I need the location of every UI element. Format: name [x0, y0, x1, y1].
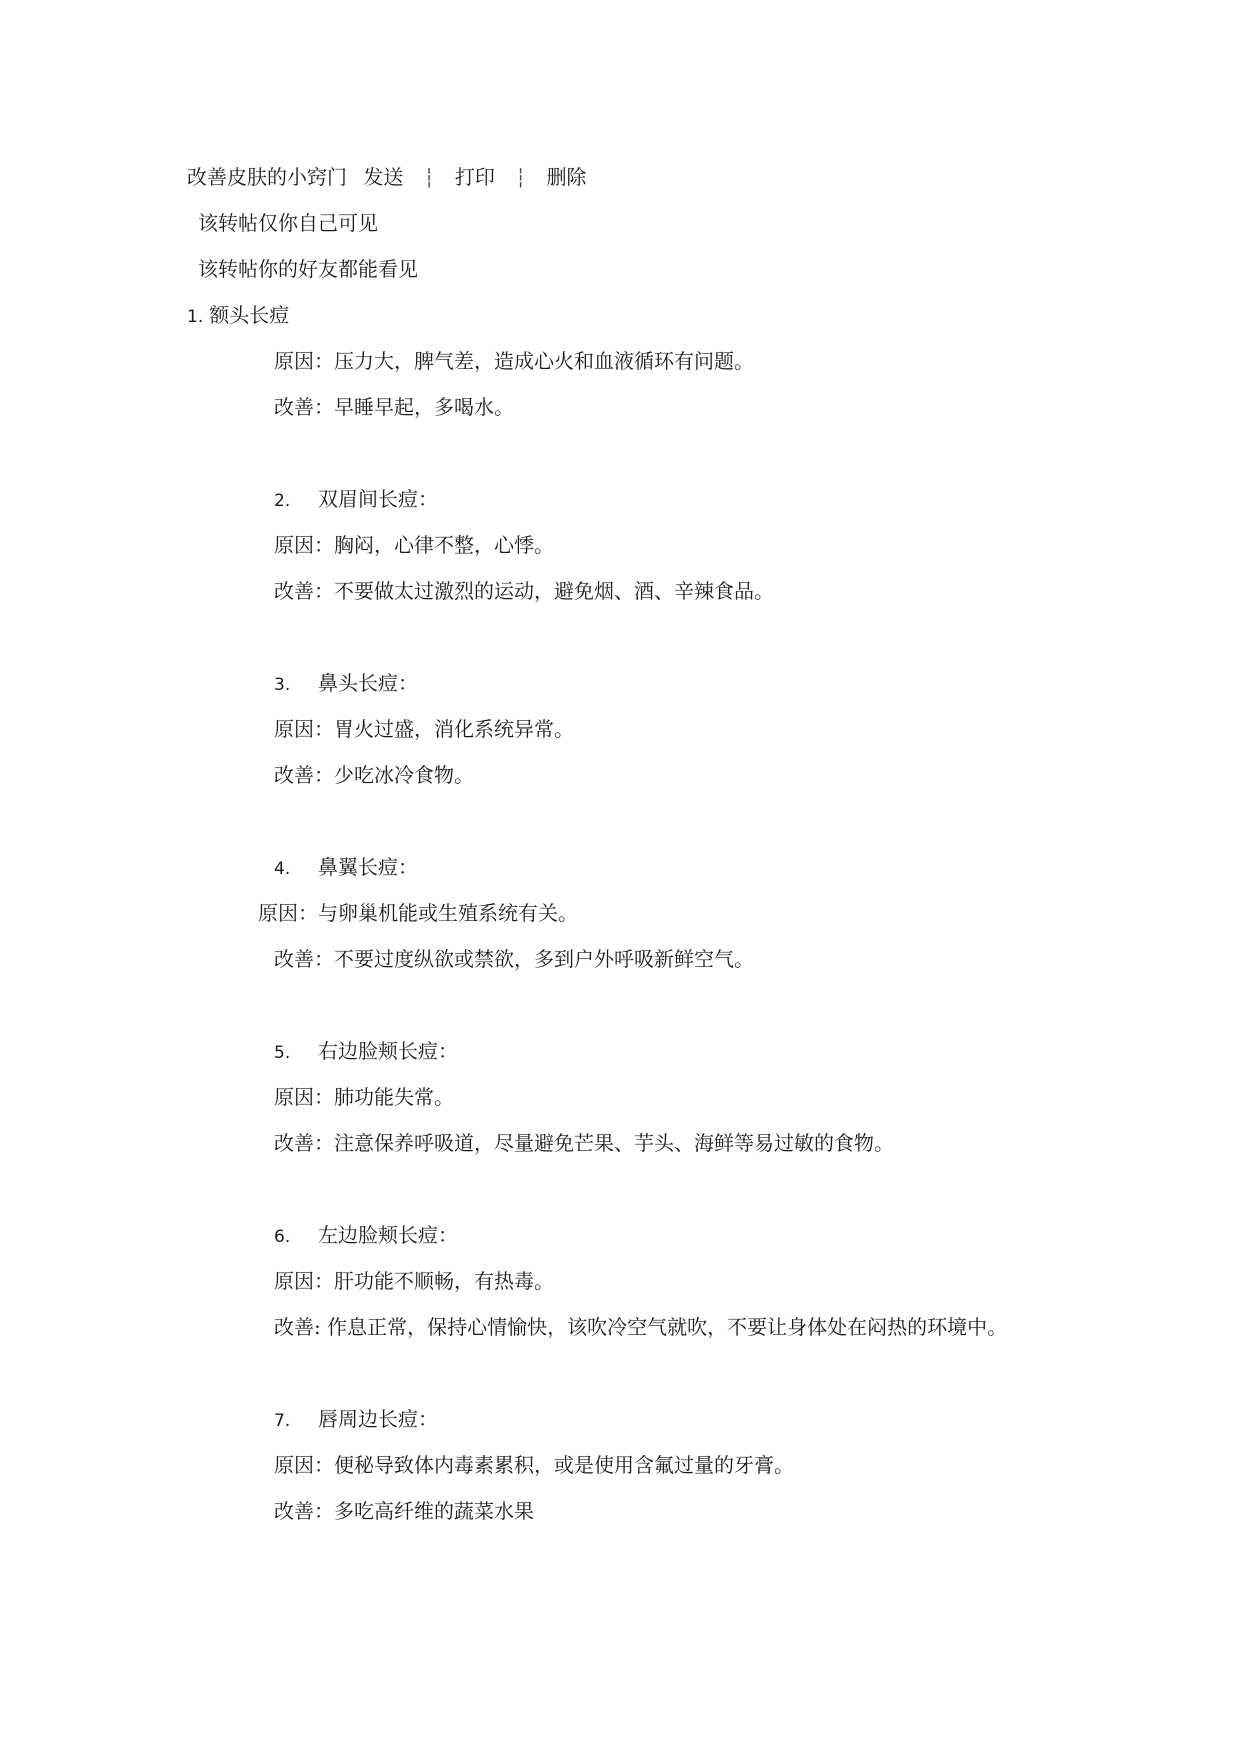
item-cause: 原因：压力大，脾气差，造成心火和血液循环有问题。 [274, 349, 754, 373]
item-number: 7. [274, 1411, 291, 1431]
list-item-title [274, 1223, 458, 1249]
item-title: 双眉间长痘： [318, 487, 438, 511]
item-cause: 原因：与卵巢机能或生殖系统有关。 [258, 901, 578, 925]
print-link[interactable]: 打印 [454, 165, 495, 189]
visibility-option-friends[interactable]: 该转帖你的好友都能看见 [198, 257, 418, 281]
item-number: 6. [274, 1227, 291, 1247]
list-item-title [274, 1407, 438, 1433]
list-item-title [274, 671, 418, 697]
item-cause: 原因：肝功能不顺畅，有热毒。 [274, 1269, 554, 1293]
item-improve: 改善：注意保养呼吸道，尽量避免芒果、芋头、海鲜等易过敏的食物。 [274, 1131, 894, 1155]
separator: ┆ [423, 168, 435, 189]
item-title: 唇周边长痘： [318, 1407, 438, 1431]
item-cause: 原因：胸闷，心律不整，心悸。 [274, 533, 554, 557]
page-title: 改善皮肤的小窍门 [187, 165, 347, 189]
item-number: 1. [187, 307, 204, 327]
visibility-option-private[interactable]: 该转帖仅你自己可见 [198, 211, 378, 235]
item-number: 2. [274, 491, 291, 511]
item-title: 左边脸颊长痘： [318, 1223, 458, 1247]
item-improve: 改善：少吃冰冷食物。 [274, 763, 474, 787]
item-improve: 改善：不要做太过激烈的运动，避免烟、酒、辛辣食品。 [274, 579, 774, 603]
item-title: 鼻头长痘： [318, 671, 418, 695]
item-title: 右边脸颊长痘： [318, 1039, 458, 1063]
item-title: 鼻翼长痘： [318, 855, 418, 879]
delete-link[interactable]: 删除 [546, 165, 587, 189]
item-cause: 原因：肺功能失常。 [274, 1085, 454, 1109]
list-item-title [274, 855, 418, 881]
item-improve: 改善：多吃高纤维的蔬菜水果 [274, 1499, 534, 1523]
item-number: 3. [274, 675, 291, 695]
list-item-title [274, 1039, 458, 1065]
item-improve: 改善：早睡早起，多喝水。 [274, 395, 514, 419]
item-improve: 改善：不要过度纵欲或禁欲，多到户外呼吸新鲜空气。 [274, 947, 754, 971]
item-title: 额头长痘 [209, 303, 290, 327]
item-improve: 改善: 作息正常，保持心情愉快，该吹冷空气就吹，不要让身体处在闷热的环境中。 [274, 1315, 1008, 1339]
item-number: 4. [274, 859, 291, 879]
item-cause: 原因：胃火过盛，消化系统异常。 [274, 717, 574, 741]
item-number: 5. [274, 1043, 291, 1063]
send-link[interactable]: 发送 [363, 165, 404, 189]
list-item-title [187, 303, 289, 329]
list-item-title [274, 487, 438, 513]
header-line [187, 165, 586, 191]
separator: ┆ [515, 168, 527, 189]
item-cause: 原因：便秘导致体内毒素累积，或是使用含氟过量的牙膏。 [274, 1453, 794, 1477]
